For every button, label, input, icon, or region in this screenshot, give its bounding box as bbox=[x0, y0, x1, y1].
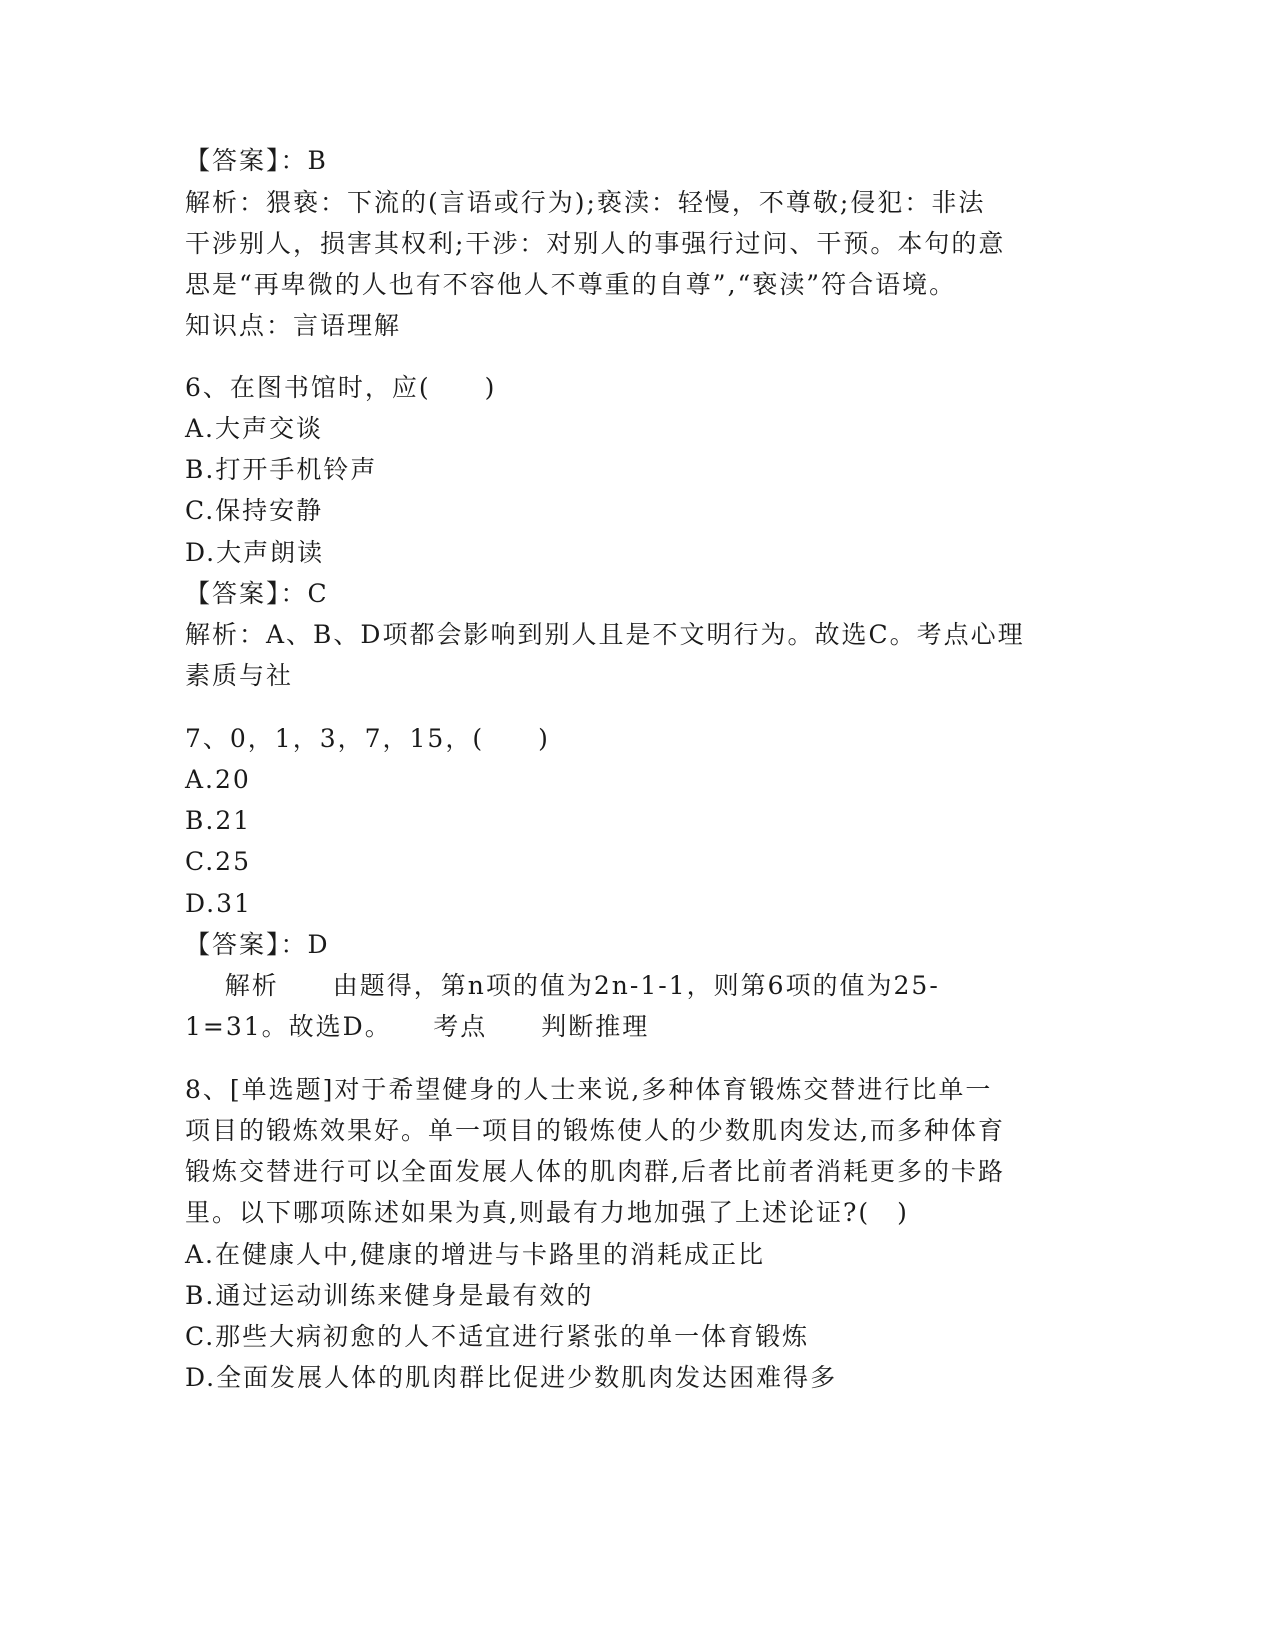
q5-analysis-line-2: 干涉别人，损害其权利;干涉：对别人的事强行过问、干预。本句的意 bbox=[185, 229, 1006, 258]
q8-option-a: A.在健康人中,健康的增进与卡路里的消耗成正比 bbox=[185, 1240, 765, 1269]
q5-analysis-line-1: 解析：猥亵：下流的(言语或行为);亵渎：轻慢，不尊敬;侵犯：非法 bbox=[185, 188, 986, 217]
q6-option-c: C.保持安静 bbox=[185, 496, 324, 525]
q5-answer: 【答案】：B bbox=[185, 146, 328, 175]
q8-option-d: D.全面发展人体的肌肉群比促进少数肌肉发达困难得多 bbox=[185, 1363, 838, 1392]
q7-option-c: C.25 bbox=[185, 847, 251, 876]
q8-option-b: B.通过运动训练来健身是最有效的 bbox=[185, 1281, 594, 1310]
q7-stem: 7、0，1，3，7，15，( ) bbox=[185, 724, 550, 753]
q6-option-b: B.打开手机铃声 bbox=[185, 455, 378, 484]
q8-stem-line-3: 锻炼交替进行可以全面发展人体的肌肉群,后者比前者消耗更多的卡路 bbox=[185, 1157, 1005, 1186]
q5-analysis-line-3: 思是“再卑微的人也有不容他人不尊重的自尊”,“亵渎”符合语境。 bbox=[185, 270, 957, 299]
q6-analysis-line-2: 素质与社 bbox=[185, 661, 294, 690]
q6-analysis-line-1: 解析：A、B、D项都会影响到别人且是不文明行为。故选C。考点心理 bbox=[185, 620, 1025, 649]
q6-stem: 6、在图书馆时，应( ) bbox=[185, 373, 497, 402]
q6-option-a: A.大声交谈 bbox=[185, 414, 324, 443]
q7-option-d: D.31 bbox=[185, 889, 252, 918]
q7-analysis-line-1: 解析 由题得，第n项的值为2n-1-1，则第6项的值为25- bbox=[185, 971, 940, 1000]
q5-analysis-line-4: 知识点：言语理解 bbox=[185, 311, 402, 340]
q6-answer: 【答案】：C bbox=[185, 579, 329, 608]
q8-stem-line-2: 项目的锻炼效果好。单一项目的锻炼使人的少数肌肉发达,而多种体育 bbox=[185, 1116, 1005, 1145]
q7-answer: 【答案】：D bbox=[185, 930, 330, 959]
q8-option-c: C.那些大病初愈的人不适宜进行紧张的单一体育锻炼 bbox=[185, 1322, 810, 1351]
q7-option-b: B.21 bbox=[185, 806, 252, 835]
q8-stem-line-4: 里。以下哪项陈述如果为真,则最有力地加强了上述论证?( ) bbox=[185, 1198, 909, 1227]
q6-option-d: D.大声朗读 bbox=[185, 538, 325, 567]
q8-stem-line-1: 8、[单选题]对于希望健身的人士来说,多种体育锻炼交替进行比单一 bbox=[185, 1075, 993, 1104]
q7-option-a: A.20 bbox=[185, 765, 251, 794]
q7-analysis-line-2: 1=31。故选D。 考点 判断推理 bbox=[185, 1012, 650, 1041]
